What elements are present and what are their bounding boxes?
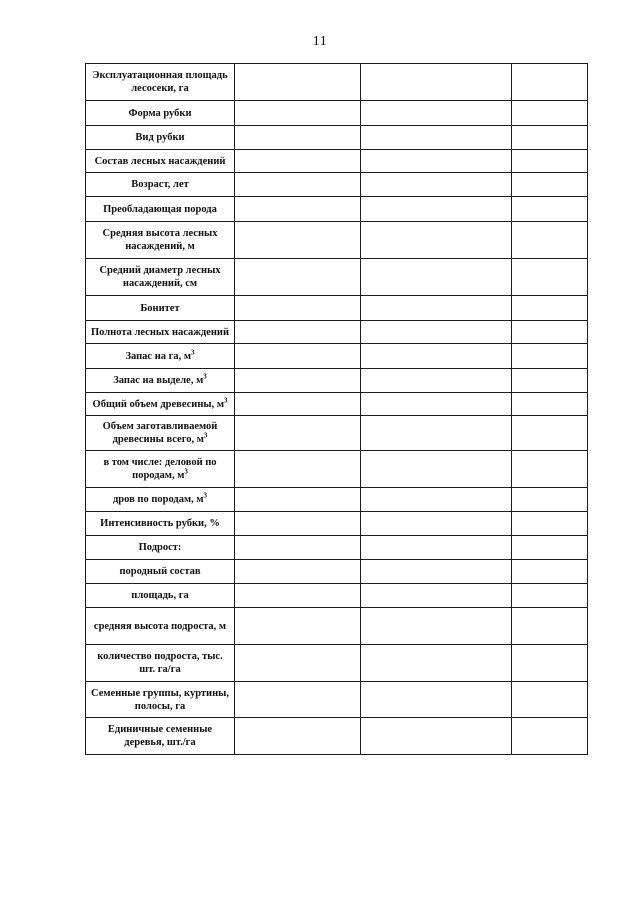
row-label-cell (86, 512, 235, 536)
value-cell (361, 259, 512, 296)
row-label: средняя высота подроста, м (93, 620, 227, 632)
row-label: Форма рубки (128, 107, 192, 119)
row-label: Семенные группы, куртины, полосы, га (91, 687, 229, 712)
row-label: количество подроста, тыс. шт. га/га (97, 651, 223, 675)
row-label-cell (86, 344, 235, 369)
row-label-cell (86, 560, 235, 584)
unit-superscript: 3 (191, 348, 195, 356)
row-label-cell (86, 150, 235, 173)
value-cell (361, 222, 512, 259)
value-cell (512, 682, 588, 718)
table-row (86, 584, 588, 608)
row-label: Возраст, лет (131, 179, 189, 190)
value-cell (361, 451, 512, 488)
value-cell (361, 645, 512, 682)
row-label: Средний диаметр лесных насаждений, см (99, 265, 221, 289)
row-label-cell (86, 197, 235, 222)
value-cell (235, 321, 361, 344)
row-label: Эксплуатационная площадь лесосеки, га (92, 70, 228, 94)
value-cell (512, 101, 588, 126)
row-label: площадь, га (131, 590, 189, 601)
value-cell (235, 608, 361, 645)
row-label: Состав лесных насаждений (94, 155, 226, 167)
table-row (86, 126, 588, 150)
value-cell (361, 369, 512, 393)
table-row (86, 451, 588, 488)
value-cell (512, 488, 588, 512)
value-cell (361, 416, 512, 451)
row-label: породный состав (119, 566, 201, 577)
value-cell (361, 512, 512, 536)
row-label: Преобладающая порода (103, 203, 217, 215)
value-cell (512, 296, 588, 321)
value-cell (512, 451, 588, 488)
value-cell (361, 197, 512, 222)
row-label: Запас на выделе, м (113, 375, 204, 386)
value-cell (512, 536, 588, 560)
row-label-cell (86, 259, 235, 296)
table-row (86, 488, 588, 512)
value-cell (235, 344, 361, 369)
row-label-cell (86, 296, 235, 321)
value-cell (361, 101, 512, 126)
row-label: Объем заготавливаемой древесины всего, м (102, 421, 218, 445)
value-cell (235, 173, 361, 197)
table-row (86, 393, 588, 416)
value-cell (512, 64, 588, 101)
table-row (86, 259, 588, 296)
value-cell (235, 560, 361, 584)
value-cell (512, 416, 588, 451)
value-cell (235, 150, 361, 173)
value-cell (361, 488, 512, 512)
row-label-cell (86, 645, 235, 682)
value-cell (235, 197, 361, 222)
row-label-cell (86, 126, 235, 150)
forest-plot-table (85, 63, 588, 755)
row-label: в том числе: деловой по породам, м (103, 457, 217, 481)
table-row (86, 416, 588, 451)
table-row (86, 536, 588, 560)
value-cell (235, 584, 361, 608)
row-label-cell (86, 488, 235, 512)
row-label: Единичные семенные деревья, шт./га (107, 724, 213, 748)
value-cell (512, 173, 588, 197)
value-cell (512, 321, 588, 344)
table-row (86, 173, 588, 197)
table-row (86, 197, 588, 222)
row-label: Полнота лесных насаждений (90, 326, 230, 338)
row-label: Интенсивность рубки, % (100, 518, 220, 529)
value-cell (235, 645, 361, 682)
value-cell (235, 416, 361, 451)
value-cell (361, 296, 512, 321)
row-label-cell (86, 369, 235, 393)
value-cell (361, 718, 512, 755)
table-row (86, 560, 588, 584)
row-label-cell (86, 222, 235, 259)
value-cell (235, 222, 361, 259)
value-cell (361, 126, 512, 150)
value-cell (361, 344, 512, 369)
table-row (86, 608, 588, 645)
row-label-cell (86, 451, 235, 488)
value-cell (361, 393, 512, 416)
value-cell (512, 718, 588, 755)
unit-superscript: 3 (203, 491, 208, 500)
table-row (86, 222, 588, 259)
value-cell (235, 64, 361, 101)
table-row (86, 645, 588, 682)
row-label-cell (86, 321, 235, 344)
row-label: Запас на га, м (125, 350, 192, 362)
row-label: Средняя высота лесных насаждений, м (102, 228, 218, 252)
value-cell (235, 451, 361, 488)
row-label: Подрост: (138, 542, 182, 553)
row-label-cell (86, 416, 235, 451)
value-cell (512, 560, 588, 584)
value-cell (235, 682, 361, 718)
table-body (86, 64, 588, 755)
row-label-cell (86, 584, 235, 608)
value-cell (361, 173, 512, 197)
value-cell (235, 536, 361, 560)
value-cell (361, 150, 512, 173)
value-cell (512, 344, 588, 369)
value-cell (361, 608, 512, 645)
table-row (86, 682, 588, 718)
table-row (86, 344, 588, 369)
value-cell (512, 608, 588, 645)
value-cell (235, 101, 361, 126)
value-cell (361, 560, 512, 584)
value-cell (361, 321, 512, 344)
unit-superscript: 3 (184, 467, 188, 476)
value-cell (361, 536, 512, 560)
value-cell (235, 512, 361, 536)
value-cell (512, 126, 588, 150)
row-label-cell (86, 101, 235, 126)
page-number: 11 (312, 34, 328, 49)
row-label-cell (86, 393, 235, 416)
value-cell (512, 393, 588, 416)
row-label-cell (86, 173, 235, 197)
row-label: Общий объем древесины, м (92, 398, 224, 410)
table-row (86, 718, 588, 755)
value-cell (235, 369, 361, 393)
value-cell (512, 512, 588, 536)
row-label-cell (86, 536, 235, 560)
row-label-cell (86, 608, 235, 645)
table-row (86, 101, 588, 126)
row-label-cell (86, 718, 235, 755)
table-row (86, 150, 588, 173)
value-cell (512, 369, 588, 393)
value-cell (235, 718, 361, 755)
value-cell (235, 488, 361, 512)
table-row (86, 296, 588, 321)
row-label-cell (86, 682, 235, 718)
value-cell (512, 584, 588, 608)
unit-superscript: 3 (203, 372, 207, 381)
value-cell (235, 296, 361, 321)
row-label: Бонитет (140, 302, 180, 314)
value-cell (512, 150, 588, 173)
table-row (86, 369, 588, 393)
value-cell (235, 259, 361, 296)
unit-superscript: 3 (223, 396, 228, 404)
value-cell (361, 584, 512, 608)
value-cell (361, 682, 512, 718)
unit-superscript: 3 (203, 431, 208, 440)
value-cell (512, 197, 588, 222)
table-row (86, 512, 588, 536)
value-cell (512, 645, 588, 682)
value-cell (512, 259, 588, 296)
table-row (86, 321, 588, 344)
table-row (86, 64, 588, 101)
value-cell (235, 126, 361, 150)
row-label: дров по породам, м (112, 494, 204, 505)
value-cell (512, 222, 588, 259)
row-label: Вид рубки (135, 132, 185, 143)
value-cell (235, 393, 361, 416)
row-label-cell (86, 64, 235, 101)
value-cell (361, 64, 512, 101)
